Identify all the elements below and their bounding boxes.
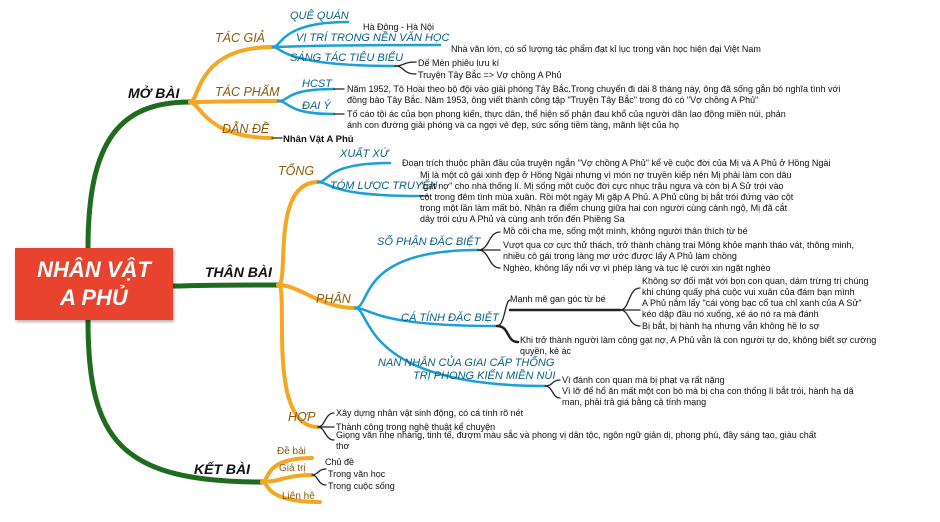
node-hop[interactable]: HỢP [288, 410, 316, 424]
leaf-tom-luoc-1: Mị là một cô gái xinh đẹp ở Hồng Ngài nhưng vì món nợ truyền kiếp nên Mị phải làm con dâu [420, 170, 792, 180]
node-hcst[interactable]: HCST [302, 78, 332, 90]
leaf-so-phan-3: Nghèo, không lấy nổi vợ vì phép làng và tục lệ cưới xin ngặt nghèo [503, 263, 771, 273]
leaf-sang-tac-2: Truyện Tây Bắc => Vợ chồng A Phủ [418, 70, 562, 80]
node-dai-y[interactable]: ĐẠI Ý [302, 100, 331, 112]
node-lien-he[interactable]: Liên hệ [282, 491, 315, 502]
leaf-vi-tri: Nhà văn lớn, có số lượng tác phẩm đạt kỉ lục trong văn học hiện đại Việt Nam [451, 44, 761, 54]
leaf-hop-1: Xây dựng nhân vật sinh động, có cá tính rõ nét [336, 408, 524, 418]
leaf-tom-luoc-2: "gạt nợ" cho nhà thống lí. Mị sống một cuộc đời cực nhục trâu ngựa và còn bị A Sử trói vào [420, 181, 784, 191]
node-nan-nhan-2[interactable]: TRỊ PHONG KIẾN MIỀN NÚI [413, 370, 556, 382]
leaf-hop-2: Thành công trong nghệ thuật kể chuyện [336, 422, 496, 432]
leaf-ca-tinh-1b: khi chúng quấy phá cuộc vui xuân của đám bạn mình [642, 287, 855, 297]
node-tac-gia[interactable]: TÁC GIẢ [215, 31, 266, 45]
link-central-than-bai [173, 285, 278, 286]
leaf-dai-y-2: ánh con đường giải phóng và ca ngợi vẻ đẹp, sức sống tiềm tàng, mãnh liệt của họ [347, 120, 680, 130]
leaf-hcst-1: Năm 1952, Tô Hoài theo bộ đội vào giải phóng Tây Bắc.Trong chuyến đi dài 8 tháng này, ông đã sống gắn bó nghĩa tình với [347, 84, 841, 94]
leaf-nan-nhan-2b: man, phải trả giá bằng cả tính mạng [562, 397, 707, 407]
leaf-tom-luoc-5: dây trói cứu A Phủ và cùng anh trốn đến Phiềng Sa [420, 214, 625, 224]
leaf-nan-nhan-2a: Vì lỡ để hổ ăn mất một con bò mà bị cha con thống lí bắt trói, hành hạ dã [562, 386, 854, 396]
leaf-hop-3b: thơ [336, 441, 350, 451]
node-phan[interactable]: PHÂN [316, 292, 351, 306]
link-central-ket-bai [88, 320, 262, 482]
leaf-dan-de: Nhân Vật A Phủ [283, 134, 354, 145]
leaf-so-phan-1: Mồ côi cha mẹ, sống một mình, không người thân thích từ bé [503, 226, 748, 236]
node-que-quan[interactable]: QUÊ QUÁN [290, 10, 349, 22]
node-vi-tri[interactable]: VỊ TRÍ TRONG NỀN VĂN HỌC [296, 32, 450, 44]
leaf-ca-tinh-4b: quyền, kẻ ác [520, 346, 572, 356]
node-sang-tac[interactable]: SÁNG TÁC TIÊU BIỂU [290, 52, 404, 64]
leaf-ca-tinh-2a: A Phủ nắm lấy "cái vòng bạc cổ tua chỉ xanh của A Sử" [642, 298, 862, 308]
leaf-gia-tri-2: Trong cuộc sống [328, 481, 395, 491]
link-central-mo-bai [88, 102, 190, 248]
node-de-bai[interactable]: Đề bài [277, 446, 306, 457]
leaf-so-phan-2a: Vượt qua cơ cực thử thách, trở thành chàng trai Mông khỏe mạnh tháo vát, thông minh, [503, 240, 854, 250]
leaf-xuat-xu: Đoạn trích thuộc phần đầu của truyện ngắn "Vợ chồng A Phủ" kể về cuộc đời của Mị và A Phủ ở Hồng Ngài [402, 158, 831, 168]
leaf-ca-tinh-2b: kéo dập đầu nó xuống, xé áo nó ra mà đánh [642, 309, 819, 319]
leaf-so-phan-2b: nhiều cô gái trong làng mơ ước được lấy A Phủ làm chồng [503, 251, 737, 261]
node-tac-pham[interactable]: TÁC PHẨM [215, 85, 280, 99]
node-gia-tri[interactable]: Giá trị [279, 463, 306, 474]
node-xuat-xu[interactable]: XUẤT XỨ [340, 148, 389, 160]
branch-mo-bai[interactable]: MỞ BÀI [128, 85, 180, 101]
node-tom-luoc[interactable]: TÓM LƯỢC TRUYỆN [330, 180, 438, 192]
central-title-line1: NHÂN VẬT [37, 257, 151, 282]
leaf-gia-tri-1: Trong văn học [328, 469, 386, 479]
leaf-sang-tac-1: Dế Mèn phiêu lưu kí [418, 58, 500, 68]
node-ca-tinh[interactable]: CÁ TÍNH ĐẶC BIỆT [401, 312, 499, 324]
branch-ket-bai[interactable]: KẾT BÀI [194, 461, 250, 477]
leaf-ca-tinh-4a: Khi trở thành người làm công gạt nợ, A Phủ vẫn là con người tự do, không biết sợ cường [520, 335, 877, 345]
central-topic[interactable] [15, 248, 173, 320]
leaf-ca-tinh-1a: Không sợ đối mặt với bọn con quan, dám trừng trị chúng [642, 276, 869, 286]
leaf-ca-tinh-3: Bị bắt, bị hành hạ nhưng vẫn không hề lo sợ [642, 321, 820, 331]
node-tong[interactable]: TỔNG [278, 164, 315, 178]
leaf-hop-3a: Giọng văn nhẹ nhàng, tinh tế, đượm màu sắc và phong vị dân tộc, ngôn ngữ giản dị, phong phú, đầy sáng tạo, giàu chất [336, 430, 817, 440]
leaf-dai-y-1: Tố cáo tội ác của bọn phong kiến, thực dân, thể hiện số phận đau khổ của người dân lao động miền núi, phản [347, 109, 786, 119]
leaf-nan-nhan-1: Vì đánh con quan mà bị phạt vạ rất nặng [562, 375, 725, 385]
node-nan-nhan-1[interactable]: NẠN NHÂN CỦA GIAI CẤP THỐNG [378, 357, 555, 369]
leaf-tom-luoc-3: cột trong đêm tình mùa xuân. Rồi một ngày Mị gặp A Phủ. A Phủ cũng bị bắt trói đứng vào cột [420, 192, 794, 202]
leaf-hcst-2: đồng bào Tây Bắc. Năm 1953, ông viết thành công tập "Truyện Tây Bắc" trong đó có "Vợ chồng A Phủ" [347, 95, 759, 105]
node-so-phan[interactable]: SỐ PHẬN ĐẶC BIỆT [377, 236, 481, 248]
leaf-chu-de: Chủ đề [325, 457, 355, 467]
central-title-line2: A PHỦ [60, 285, 128, 310]
node-manh-me[interactable]: Mạnh mẽ gan góc từ bé [510, 294, 606, 304]
node-dan-de[interactable]: DẪN ĐỀ [222, 122, 270, 136]
branch-than-bai[interactable]: THÂN BÀI [205, 264, 272, 280]
leaf-tom-luoc-4: trong một lần làm mất bò. Nhân ra điểm chung giữa hai con người cùng cảnh ngộ, Mị đã cắt [420, 203, 788, 213]
leaf-que-quan: Hà Đông - Hà Nội [363, 22, 435, 32]
